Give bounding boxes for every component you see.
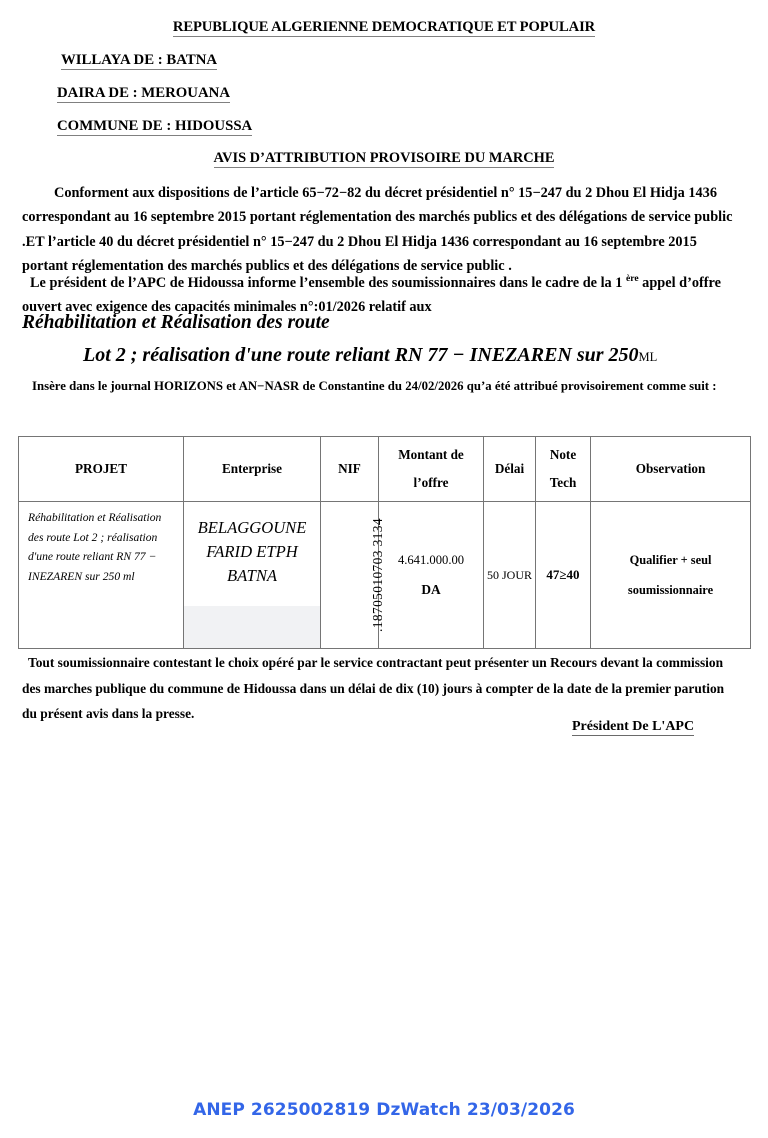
anep-footer: ANEP 2625002819 DzWatch 23/03/2026: [193, 1100, 575, 1120]
ordinal-superscript: ère: [626, 273, 639, 284]
header-montant-line2: l’offre: [413, 475, 449, 490]
cell-observation: [591, 502, 751, 649]
cell-enterprise: [184, 502, 321, 649]
daira-line: [57, 85, 230, 102]
willaya-text: WILLAYA DE : BATNA: [61, 52, 218, 68]
header-enterprise: Enterprise: [184, 437, 321, 502]
notice-title: [0, 150, 768, 167]
cell-montant-currency: DA: [421, 582, 441, 597]
attribution-table: [18, 436, 751, 649]
republic-title: [0, 19, 768, 36]
lot-title: [83, 344, 657, 367]
cell-montant: [379, 502, 484, 649]
header-observation: Observation: [591, 437, 751, 502]
header-montant-line1: Montant de: [398, 447, 464, 462]
cell-observation-line2: soumissionnaire: [627, 583, 714, 597]
header-projet: PROJET: [19, 437, 184, 502]
cell-observation-line1: Qualifier + seul: [629, 553, 712, 567]
signature-block: [572, 719, 694, 735]
signature-text: Président De L'APC: [572, 719, 695, 734]
cell-projet: Réhabilitation et Réalisation des route Lot 2 ; réalisation d'une route reliant RN 77 − INEZAREN sur 250 ml: [19, 502, 184, 649]
header-note-tech: [536, 437, 591, 502]
lot-title-text: Lot 2 ; réalisation d'une route reliant RN 77 − INEZAREN sur 250: [83, 344, 639, 366]
table-row: [19, 502, 751, 649]
willaya-line: [61, 52, 217, 69]
announcement-part-1: Le président de l’APC de Hidoussa informe l’ensemble des soumissionnaires dans le cadre de la 1: [30, 274, 626, 291]
republic-title-text: REPUBLIQUE ALGERIENNE DEMOCRATIQUE ET POPULAIR: [172, 19, 596, 35]
daira-text: DAIRA DE : MEROUANA: [57, 85, 231, 101]
cell-nif-value: .18705010703 3134: [369, 518, 385, 632]
lot-title-unit: ML: [638, 350, 658, 364]
notice-title-text: AVIS D’ATTRIBUTION PROVISOIRE DU MARCHE: [213, 150, 555, 166]
header-nif: NIF: [321, 437, 379, 502]
commune-line: [57, 118, 252, 135]
header-note-line1: Note: [549, 447, 577, 462]
announcement-part-2: appel d’offre ouvert avec exigence des capacités minimales n°:01/2026 relatif aux: [22, 274, 721, 316]
cell-enterprise-shade: [184, 606, 320, 648]
paragraph-appeal-procedure: Tout soumissionnaire contestant le choix opéré par le service contractant peut présenter un Recours devant la commission des marches publique du commune de Hidoussa dans un délai de dix (10) jours à compter de la date de la premier parution du présent avis dans la presse.: [22, 655, 725, 721]
paragraph-legal-references: Conforment aux dispositions de l’article 65−72−82 du décret présidentiel n° 15−247 du 2 Dhou El Hidja 1436 correspondant au 16 septembre 2015 portant réglementation des marchés publics et des délégations de service public .ET l’article 40 du décret présidentiel n° 15−247 du 2 Dhou El Hidja 1436 correspondant au 16 septembre 2015 portant réglementation des marchés publics et des délégations de service public .: [22, 185, 733, 274]
paragraph-journal-publication: Insère dans le journal HORIZONS et AN−NASR de Constantine du 24/02/2026 qu’a été attribué provisoirement comme suit :: [32, 379, 717, 393]
header-delai: Délai: [484, 437, 536, 502]
header-montant: [379, 437, 484, 502]
header-note-line2: Tech: [549, 475, 577, 490]
cell-note-tech: 47≥40: [536, 502, 591, 649]
cell-nif: [321, 502, 385, 649]
project-title: Réhabilitation et Réalisation des route: [22, 312, 330, 333]
cell-delai: 50 JOUR: [484, 502, 536, 649]
commune-text: COMMUNE DE : HIDOUSSA: [57, 118, 253, 134]
cell-montant-value: 4.641.000.00: [397, 553, 465, 567]
table-header-row: [19, 437, 751, 502]
cell-enterprise-name: BELAGGOUNE FARID ETPH BATNA: [197, 518, 307, 585]
